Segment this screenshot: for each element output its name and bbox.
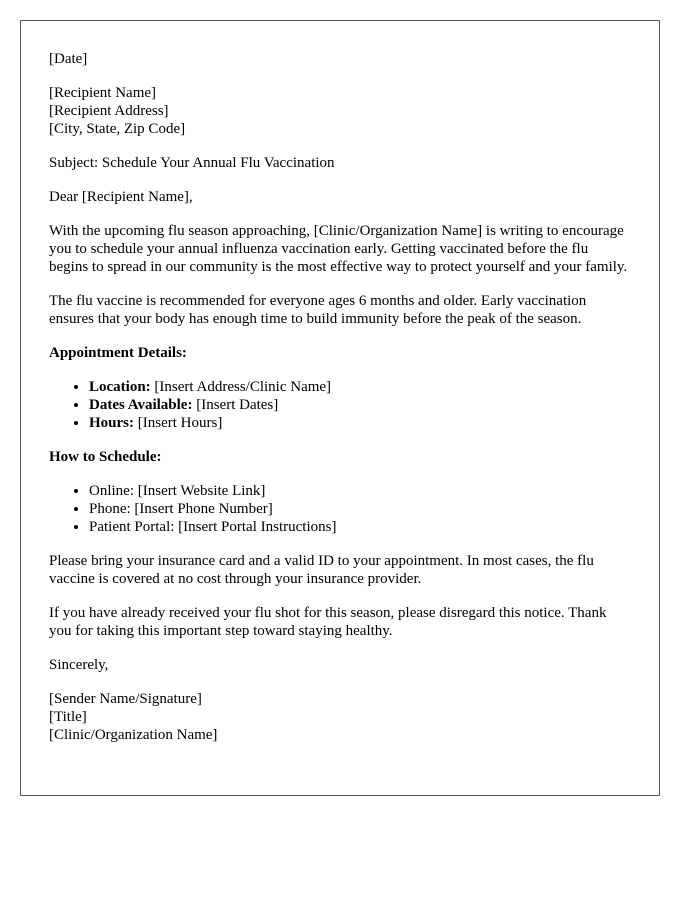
schedule-online-item: • Online: [Insert Website Link] — [89, 482, 631, 500]
body-paragraph-4: If you have already received your flu shot for this season, please disregard this notice. Thank you for taking this important step toward staying healthy. — [49, 605, 607, 639]
letter-container — [20, 20, 660, 796]
appointment-details-heading: Appointment Details: — [49, 345, 187, 361]
appointment-location-label: Location: — [89, 379, 151, 395]
body-paragraph-1: With the upcoming flu season approaching, [Clinic/Organization Name] is writing to encourage you to schedule your annual influenza vaccination early. Getting vaccinated before the flu begins to spread in our community is the most effective way to protect yourself and your family. — [49, 223, 628, 275]
list-item — [89, 378, 631, 396]
list-item — [89, 396, 631, 414]
appointment-location-value: [Insert Address/Clinic Name] — [150, 379, 332, 395]
sender-block — [49, 690, 631, 744]
sender-organization: [Clinic/Organization Name] — [49, 727, 218, 743]
list-item — [89, 414, 631, 432]
appointment-hours-label: Hours: — [89, 415, 134, 431]
date-line: [Date] — [49, 51, 88, 67]
body-paragraph-2: The flu vaccine is recommended for everyone ages 6 months and older. Early vaccination ensures that your body has enough time to build immunity before the peak of the season. — [49, 293, 587, 327]
appointment-dates-value: [Insert Dates] — [192, 397, 279, 413]
closing-line: Sincerely, — [49, 657, 109, 673]
how-to-schedule-heading: How to Schedule: — [49, 449, 162, 465]
subject-line: Subject: Schedule Your Annual Flu Vaccination — [49, 155, 335, 171]
body-paragraph-3: Please bring your insurance card and a valid ID to your appointment. In most cases, the flu vaccine is covered at no cost through your insurance provider. — [49, 553, 594, 587]
recipient-city-state-zip: [City, State, Zip Code] — [49, 121, 186, 137]
recipient-name: [Recipient Name] — [49, 85, 157, 101]
sender-title: [Title] — [49, 709, 87, 725]
schedule-phone-item: • Phone: [Insert Phone Number] — [89, 500, 631, 518]
appointment-hours-value: [Insert Hours] — [134, 415, 223, 431]
schedule-portal-item: • Patient Portal: [Insert Portal Instructions] — [89, 518, 631, 536]
how-to-schedule-list — [49, 482, 631, 536]
appointment-dates-label: Dates Available: — [89, 397, 193, 413]
recipient-block — [49, 84, 631, 138]
sender-name: [Sender Name/Signature] — [49, 691, 202, 707]
appointment-details-list — [49, 378, 631, 432]
greeting: Dear [Recipient Name], — [49, 189, 193, 205]
recipient-address: [Recipient Address] — [49, 103, 169, 119]
